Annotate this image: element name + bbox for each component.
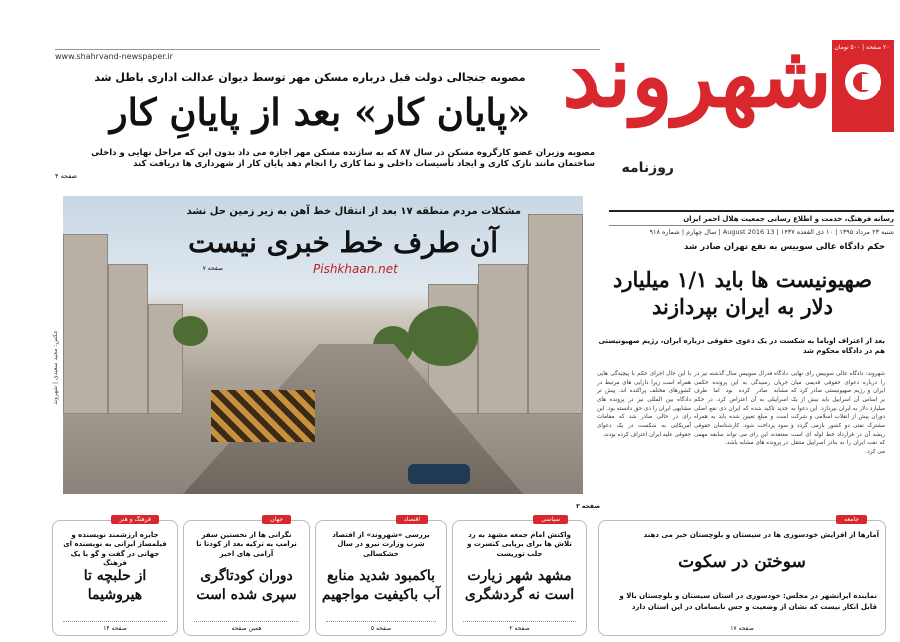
box-kicker: آمارها از افزایش خودسوزی ها در سیستان و بلوچستان خبر می دهند <box>643 531 879 539</box>
top-story-lead: مصوبه وزیران عضو کارگروه مسکن در سال ۸۷ که به سازنده مسکن مهر اجازه می داد بدون این که مراحل نهایی و داخلی ساختمان مانند نازک کاری و ایجاد تأسیسات داخلی و نما کاری را انجام دهد پایان کار از شهرداری ها دریافت کند <box>91 148 595 170</box>
tagline: رسانه فرهنگ، خدمت و اطلاع رسانی جمعیت هلال احمر ایران <box>609 210 894 223</box>
box-text: نماینده ایرانشهر در مجلس: خودسوزی در استان سیستان و بلوچستان بالا و قابل انکار نیست که نشان از وضعیت و حس نابسامان در این استان دارد <box>619 592 877 611</box>
dateline: شنبه ۲۳ مرداد ۱۳۹۵ | ۱۰ ذی القعده ۱۴۳۷ | 13 August 2016 | سال چهارم | شماره ۹۱۸ <box>609 225 894 236</box>
box-page-ref[interactable]: صفحه ۱۴ <box>103 625 127 632</box>
box-page-ref[interactable]: صفحه ۵ <box>370 625 392 632</box>
main-story-column: با این حال اجرای حکم با پیچیدگی هایی همراه است زیرا دارایی های مرتبط در کشورهای مختلف پراکنده اند. پیش تر دادگاه بین المللی نیز در پرونده های مشابهی ایران را ذی حق دانسته بود. این رای در حالی صادر شد که مقامات آمریکایی به شکست در یک دعوای حقوقی علیه ایران اعتراف کرده بودند. <box>597 371 691 438</box>
car <box>408 464 470 484</box>
main-story-page-ref[interactable]: صفحه ۳ <box>576 503 600 510</box>
top-divider <box>55 49 600 50</box>
masthead <box>562 26 894 236</box>
box-divider <box>326 621 436 622</box>
box-headline[interactable]: باکمبود شدید منابع آب باکیفیت مواجهیم <box>321 568 441 603</box>
building <box>528 214 583 414</box>
box-divider <box>463 621 576 622</box>
red-crescent-logo <box>832 40 894 132</box>
watermark: Pishkhaan.net <box>313 262 398 276</box>
photo-story-kicker: مشکلات مردم منطقه ۱۷ بعد از انتقال خط آهن به زیر زمین حل نشد <box>186 206 521 217</box>
top-story-headline[interactable]: «پایان کار» بعد از پایانِ کار <box>109 90 531 134</box>
main-story-headline[interactable]: صهیونیست ها باید ۱/۱ میلیارد دلار به ایران بپردازند <box>612 267 873 320</box>
box-kicker: واکنش امام جمعه مشهد به رد تلاش ها برای برپایی کنسرت و جلب توریست <box>467 531 572 558</box>
box-kicker: نگرانی ها از نخستین سفر ترامپ به ترکیه بعد از کودتا نا آرامی های اخیر <box>196 531 297 558</box>
section-label: اقتصاد <box>396 515 428 524</box>
box-page-ref[interactable]: صفحه ۱۷ <box>730 625 754 632</box>
tree <box>408 306 478 366</box>
box-headline[interactable]: از حلبچه تا هیروشیما <box>83 568 147 603</box>
box-headline[interactable]: دوران کودتاگری سپری شده است <box>196 568 297 603</box>
newspaper-type: روزنامه <box>621 160 674 176</box>
price-label: ۲۰ صفحه | ۵۰۰ تومان <box>834 44 890 51</box>
photo-story-page-ref[interactable]: صفحه ۷ <box>202 265 223 272</box>
main-story-column: شهروند: دادگاه عالی سوییس رای نهایی را درباره دعوای حقوقی قدیمی میان ایران و رژیم صهیونیستی صادر کرد که بر اساس آن اسراییل باید بیش از یک میلیارد دلار به ایران بپردازد. این دعوا به دوران پیش از انقلاب اسلامی و شرکت مشترک نفتی دو کشور بازمی گردد و ریشه آن در قرارداد خط لوله ای است که نفت ایران را به بنادر اسراییل منتقل می کرد. <box>791 371 885 455</box>
main-story-column: دادگاه فدرال سوییس سال گذشته نیز در جریان رسیدگی به این پرونده حکمی مشابه صادر کرده بود اما طرف اسراییلی به آن اعتراض کرد. در حکم جدید تاکید شده که ایران ذی نفع اصلی است و مبلغ تعیین شده باید به همراه سود پرداخت شود. کارشناسان حقوقی معتقدند این رای می تواند سابقه مهمی در پرونده های مشابه باشد. <box>694 371 788 447</box>
box-headline[interactable]: سوختن در سکوت <box>678 552 806 572</box>
building <box>478 264 528 414</box>
building <box>63 234 108 414</box>
building <box>108 264 148 414</box>
box-kicker: جایزه ارزشمند نویسنده و فیلمساز ایرانی به نویسنده ای جهانی در گفت و گو با یک فرهنگ <box>63 531 167 568</box>
bottom-story-box[interactable] <box>315 516 447 636</box>
box-kicker: بررسی «شهروند» از اقتصاد شرب وزارت نیرو در سال خشکسالی <box>332 531 430 558</box>
photo-story-headline[interactable]: آن طرف خط خبری نیست <box>188 226 498 259</box>
top-story-kicker: مصوبه جنجالی دولت قبل درباره مسکن مهر توسط دیوان عدالت اداری باطل شد <box>94 71 526 84</box>
photo-credit: عکس: مجید سعیدی | شهروند <box>52 330 59 405</box>
main-story-kicker: حکم دادگاه عالی سوییس به نفع تهران صادر شد <box>683 242 885 252</box>
bottom-story-box[interactable] <box>598 516 886 636</box>
bottom-story-box[interactable] <box>52 516 178 636</box>
box-divider <box>63 621 167 622</box>
section-label: فرهنگ و هنر <box>111 515 159 524</box>
box-page-ref[interactable]: همین صفحه <box>231 625 262 632</box>
patterned-monument <box>211 390 315 442</box>
section-label: جامعه <box>836 515 867 524</box>
main-story-lead: بعد از اعتراف اوباما به شکست در یک دعوی حقوقی درباره ایران، رژیم صهیونیستی هم در دادگاه محکوم شد <box>598 337 885 355</box>
top-story-page-ref[interactable]: صفحه ۴ <box>55 172 78 180</box>
section-label: جهان <box>262 515 291 524</box>
website-link[interactable]: www.shahrvand-newspaper.ir <box>55 52 173 61</box>
box-page-ref[interactable]: صفحه ۲ <box>509 625 530 632</box>
newspaper-name: شهروند <box>562 26 832 127</box>
crescent-icon <box>845 64 881 100</box>
box-divider <box>194 621 299 622</box>
tree <box>173 316 208 346</box>
box-headline[interactable]: مشهد شهر زیارت است نه گردشگری <box>464 568 575 603</box>
section-label: سیاسی <box>533 515 568 524</box>
lead-photo[interactable] <box>63 196 583 494</box>
bottom-story-box[interactable] <box>183 516 310 636</box>
bottom-story-box[interactable] <box>452 516 587 636</box>
